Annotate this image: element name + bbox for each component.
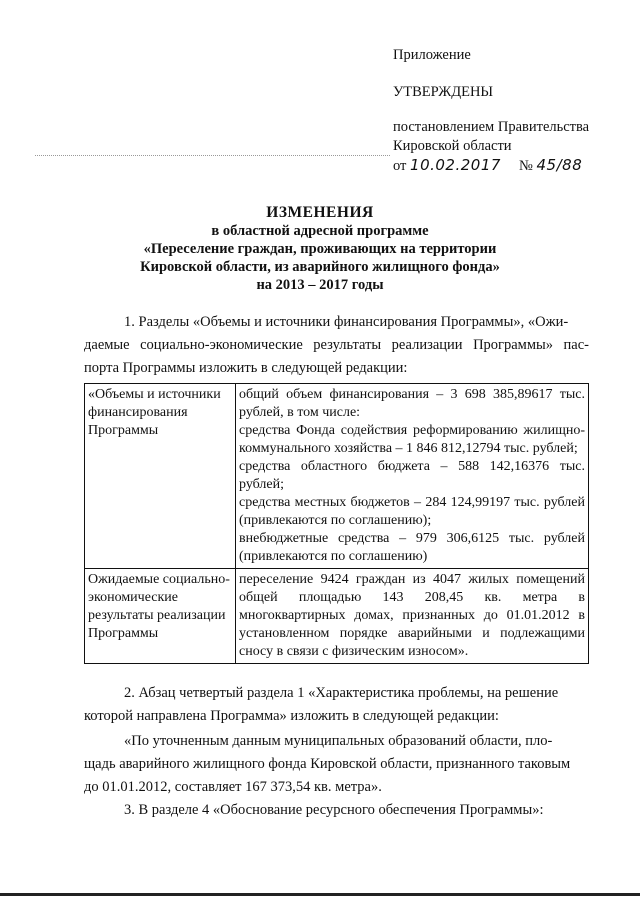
paragraph-2-line1: 2. Абзац четвертый раздела 1 «Характеристика проблемы, на решение bbox=[124, 685, 559, 701]
approved-by-line2: Кировской области bbox=[393, 138, 512, 154]
paragraph-3-line3: до 01.01.2012, составляет 167 373,54 кв. метра». bbox=[84, 779, 382, 795]
document-title bbox=[60, 204, 580, 294]
approved-label: УТВЕРЖДЕНЫ bbox=[393, 84, 494, 100]
financing-total: общий объем финансирования – 3 698 385,89617 тыс. рублей, в том числе: bbox=[239, 387, 585, 420]
title-line5: на 2013 – 2017 годы bbox=[256, 277, 384, 293]
appendix-label: Приложение bbox=[393, 47, 471, 63]
table-row bbox=[85, 384, 589, 569]
handwritten-number: 45/88 bbox=[536, 156, 583, 174]
paragraph-3-line2: щадь аварийного жилищного фонда Кировской области, признанного таковым bbox=[84, 756, 571, 772]
financing-fund: средства Фонда содействия реформированию жилищно-коммунального хозяйства – 1 846 812,12794 тыс. рублей; bbox=[239, 423, 585, 456]
row1-content bbox=[236, 384, 589, 569]
approved-by-line1: постановлением Правительства bbox=[393, 119, 590, 135]
table-row bbox=[85, 569, 589, 664]
title-line2: в областной адресной программе bbox=[211, 223, 429, 239]
paragraph-4 bbox=[84, 799, 589, 822]
row2-label: Ожидаемые социально-экономические результаты реализации Программы bbox=[85, 569, 236, 664]
paragraph-1-line2: даемые социально-экономические результаты реализации Программы» пас- bbox=[84, 337, 589, 353]
paragraph-1 bbox=[84, 311, 589, 380]
scan-bottom-border bbox=[0, 893, 640, 896]
paragraph-2-line2: которой направлена Программа» изложить в следующей редакции: bbox=[84, 708, 499, 724]
row1-label: «Объемы и источники финансирования Программы bbox=[85, 384, 236, 569]
approval-date-line bbox=[393, 156, 623, 176]
passport-table bbox=[84, 383, 589, 664]
paragraph-1-line3: порта Программы изложить в следующей редакции: bbox=[84, 360, 408, 376]
handwritten-date: 10.02.2017 bbox=[410, 156, 501, 174]
scan-dotted-line bbox=[35, 155, 390, 156]
row2-content: переселение 9424 граждан из 4047 жилых помещений общей площадью 143 208,45 кв. метра в многоквартирных домах, признанных до 01.01.2012 в установленном порядке аварийными и подлежащими сносу в связи с физическим износом». bbox=[236, 569, 589, 664]
number-sign: № bbox=[519, 158, 533, 174]
title-main: ИЗМЕНЕНИЯ bbox=[266, 204, 374, 221]
approval-stamp bbox=[393, 46, 623, 176]
paragraph-4-line1: 3. В разделе 4 «Обоснование ресурсного обеспечения Программы»: bbox=[124, 802, 544, 818]
paragraph-1-line1: 1. Разделы «Объемы и источники финансирования Программы», «Ожи- bbox=[124, 314, 569, 330]
title-line3: «Переселение граждан, проживающих на территории bbox=[143, 241, 497, 257]
title-line4: Кировской области, из аварийного жилищного фонда» bbox=[140, 259, 500, 275]
financing-extrabudget: внебюджетные средства – 979 306,6125 тыс. рублей (привлекаются по соглашению) bbox=[239, 531, 585, 564]
paragraph-3 bbox=[84, 730, 589, 799]
financing-local: средства местных бюджетов – 284 124,99197 тыс. рублей (привлекаются по соглашению); bbox=[239, 495, 585, 528]
date-prefix: от bbox=[393, 158, 407, 174]
paragraph-3-line1: «По уточненным данным муниципальных образований области, пло- bbox=[124, 733, 553, 749]
financing-regional: средства областного бюджета – 588 142,16376 тыс. рублей; bbox=[239, 459, 585, 492]
paragraph-2 bbox=[84, 682, 589, 728]
